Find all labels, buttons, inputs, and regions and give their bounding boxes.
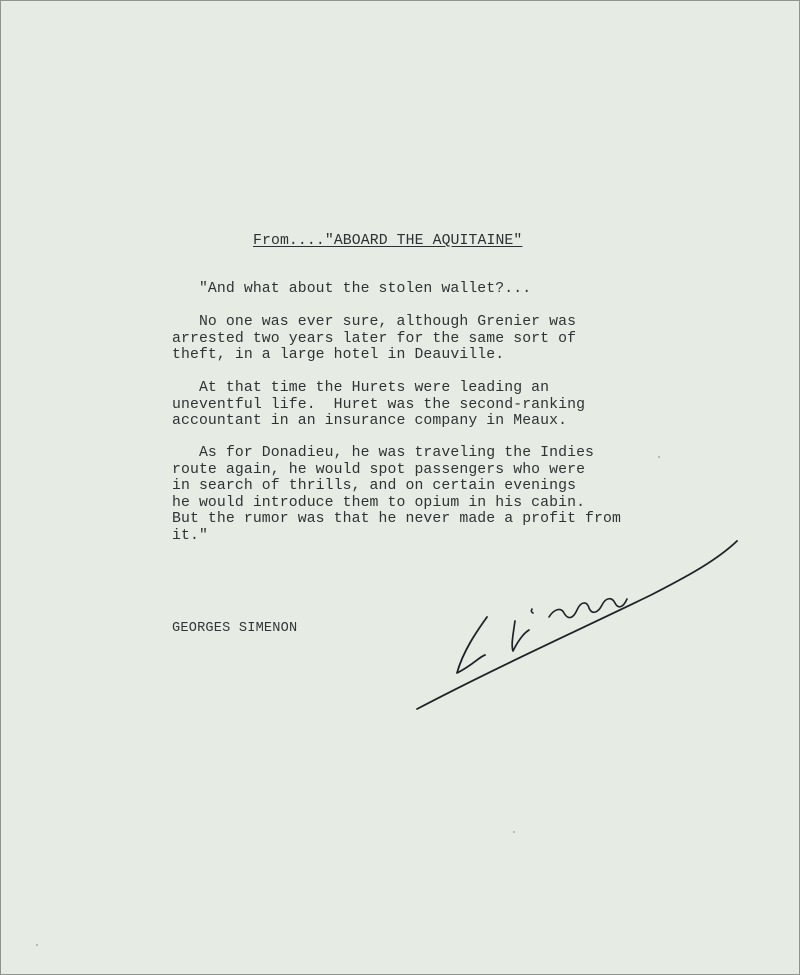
handwritten-signature	[401, 531, 751, 721]
paragraph-1: "And what about the stolen wallet?...	[172, 281, 532, 297]
author-name: GEORGES SIMENON	[172, 621, 298, 636]
paper-speck	[36, 944, 38, 946]
paragraph-3: At that time the Hurets were leading an uneventful life. Huret was the second-ranking accountant in an insurance company in Meaux.	[172, 380, 586, 430]
paragraph-2: No one was ever sure, although Grenier was arrested two years later for the same sort of theft, in a large hotel in Deauville.	[172, 314, 577, 364]
paragraph-4: As for Donadieu, he was traveling the Indies route again, he would spot passengers who were in search of thrills, and on certain evenings he would introduce them to opium in his cabin. But the rumor was that he never made a profit from it."	[172, 445, 621, 544]
document-title: From...."ABOARD THE AQUITAINE"	[253, 233, 523, 249]
paper-speck	[513, 831, 515, 833]
paper-speck	[658, 456, 660, 458]
